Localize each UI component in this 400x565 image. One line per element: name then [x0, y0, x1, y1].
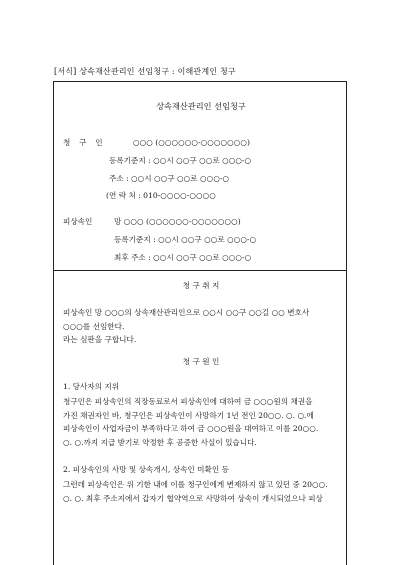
section2-title: 2. 피상속인의 사망 및 상속개시, 상속인 미확인 등 [63, 465, 229, 474]
petitioner-address: 주소 : ○○시 ○○구 ○○로 ○○○-○ [109, 174, 230, 183]
decedent-name: 망 ○○○ (○○○○○○-○○○○○○○) [114, 217, 241, 226]
purpose-line: 피상속인 망 ○○○의 상속재산관리인으로 ○○시 ○○구 ○○길 ○○ 변호사 [63, 308, 310, 317]
petitioner-label: 청 구 인 [63, 138, 106, 147]
section1-line: ○. ○.까지 지급 받기로 약정한 후 공증한 사실이 있습니다. [63, 437, 257, 447]
purpose-text [63, 306, 341, 347]
decedent-label: 피상속인 [63, 217, 93, 226]
purpose-heading: 청 구 취 지 [182, 281, 220, 290]
form-caption: [서식] 상속재산관리인 선임청구 : 이해관계인 청구 [54, 67, 236, 76]
section2-line: 그런데 피상속인은 위 기한 내에 이를 청구인에게 변제하지 않고 있던 중 20○○. [63, 480, 328, 489]
section1-text [63, 395, 341, 449]
purpose-line: 라는 심판을 구합니다. [63, 335, 137, 344]
petitioner-phone: (연 락 처 : 010-○○○○-○○○○ [106, 191, 216, 200]
section1-line: 청구인은 피상속인의 직장동료로서 피상속인에 대하여 금 ○○○원의 채권을 [63, 397, 313, 406]
document-page [53, 81, 347, 565]
section1-title: 1. 당사자의 지위 [63, 382, 120, 391]
grounds-heading: 청 구 원 인 [182, 357, 220, 366]
document-title: 상속재산관리인 선임청구 [156, 101, 246, 111]
petitioner-registry: 등록기준지 : ○○시 ○○구 ○○로 ○○○-○ [109, 156, 252, 165]
section2-line: ○. ○. 최후 주소지에서 갑자기 협약역으로 사망하여 상속이 개시되었으나 피상 [63, 493, 323, 503]
divider [54, 270, 347, 271]
decedent-last-address: 최후 주소 : ○○시 ○○구 ○○로 ○○○-○ [114, 253, 252, 262]
petitioner-name: ○○○ (○○○○○○-○○○○○○○) [133, 138, 250, 147]
section2-text [63, 478, 341, 505]
section1-line: 피상속인이 사업자금이 부족하다고 하여 금 ○○○원을 대여하고 이를 20○○. [63, 424, 319, 433]
decedent-registry: 등록기준지 : ○○시 ○○구 ○○로 ○○○-○ [114, 235, 257, 244]
purpose-line: ○○○를 선임한다. [63, 321, 125, 331]
section1-line: 가진 채권자인 바, 청구인은 피상속인이 사망하기 1년 전인 20○○. ○. ○.에 [63, 410, 314, 420]
